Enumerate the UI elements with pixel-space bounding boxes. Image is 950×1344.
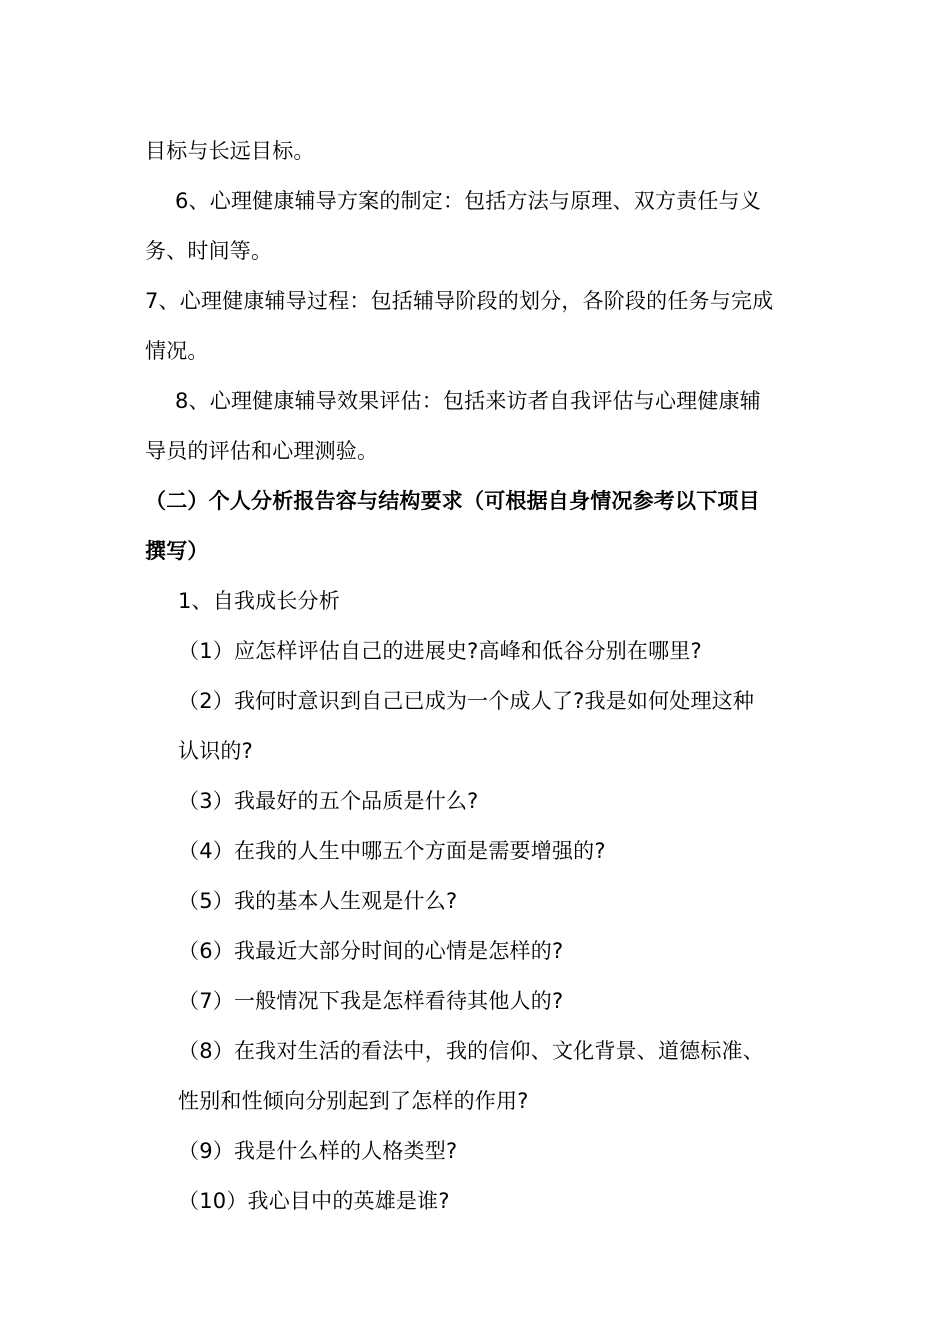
list-item-continued: 认识的? xyxy=(178,739,253,763)
list-item: （6）我最近大部分时间的心情是怎样的? xyxy=(178,939,564,963)
text-line: 6、心理健康辅导方案的制定：包括方法与原理、双方责任与义 xyxy=(175,189,761,213)
list-item: （8）在我对生活的看法中，我的信仰、文化背景、道德标准、 xyxy=(178,1039,764,1063)
list-item: （2）我何时意识到自己已成为一个成人了?我是如何处理这种 xyxy=(178,689,755,713)
list-item: （5）我的基本人生观是什么? xyxy=(178,889,458,913)
section-heading: （二）个人分析报告容与结构要求（可根据自身情况参考以下项目 xyxy=(145,489,760,513)
list-item-continued: 性别和性倾向分别起到了怎样的作用? xyxy=(178,1089,529,1113)
text-line: 8、心理健康辅导效果评估：包括来访者自我评估与心理健康辅 xyxy=(175,389,761,413)
list-item: （9）我是什么样的人格类型? xyxy=(178,1139,458,1163)
list-item: （10）我心目中的英雄是谁? xyxy=(178,1189,450,1213)
list-item: （3）我最好的五个品质是什么? xyxy=(178,789,479,813)
text-line: 7、心理健康辅导过程：包括辅导阶段的划分，各阶段的任务与完成 xyxy=(145,289,774,313)
list-item: （4）在我的人生中哪五个方面是需要增强的? xyxy=(178,839,606,863)
text-line: 目标与长远目标。 xyxy=(145,139,315,163)
subsection-title: 1、自我成长分析 xyxy=(178,589,340,613)
section-heading-continued: 撰写） xyxy=(145,539,209,563)
list-item: （1）应怎样评估自己的进展史?高峰和低谷分别在哪里? xyxy=(178,639,702,663)
text-line: 导员的评估和心理测验。 xyxy=(145,439,379,463)
text-line: 务、时间等。 xyxy=(145,239,273,263)
text-line: 情况。 xyxy=(145,339,209,363)
list-item: （7）一般情况下我是怎样看待其他人的? xyxy=(178,989,564,1013)
